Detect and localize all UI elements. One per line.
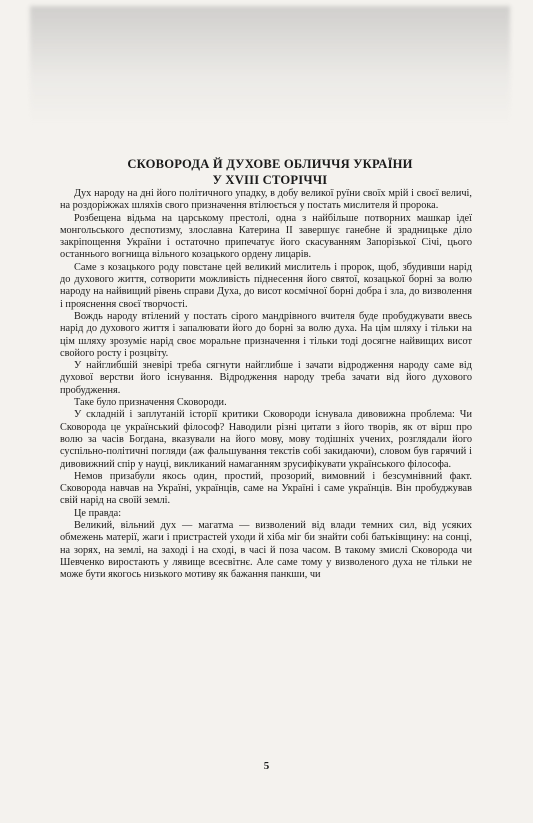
paragraph: Великий, вільний дух — магатма — визволений від влади темних сил, від усяких обмежень матерії, жаги і пристрастей уходи й хіба міг би знайти собі батьківщину: на сонці, на зорях, на землі, на заході і на сході, в часі й поза часом. В такому змислі Сковорода чи Шевченко виростають у лявище всесвітнє. Але саме тому у визволеного духа не тільки не може бути якогось низького мотиву як бажання панкши, чи bbox=[60, 520, 472, 581]
paragraph: Це правда: bbox=[74, 507, 122, 519]
body-text bbox=[60, 188, 472, 582]
paragraph: Дух народу на дні його політичного упадку, в добу великої руїни своїх мрій і своєї величі, на роздоріжжах шляхів свого призначення втілюється у постать мислителя й пророка. bbox=[60, 188, 472, 212]
chapter-title-line-1: СКОВОРОДА Й ДУХОВЕ ОБЛИЧЧЯ УКРАЇНИ bbox=[127, 157, 413, 171]
bleed-through-shadow bbox=[30, 6, 510, 124]
chapter-title bbox=[60, 156, 480, 188]
paragraph: У найглибшій зневірі треба сягнути найглибше і зачати відродження народу саме від духової верстви його існування. Відродження народу треба зачати від його духового пробудження. bbox=[60, 360, 472, 396]
paragraph: Вождь народу втілений у постать сірого мандрівного вчителя буде пробуджувати ввесь нарід до духового життя і запалювати його до борні за волю духа. На цім шляху і тільки на цім шляху зрозуміє нарід своє моральне призначення і тільки тоді досягне найвищих висот свойого росту і розцвіту. bbox=[60, 310, 472, 359]
chapter-title-line-2: У XVIII СТОРІЧЧІ bbox=[212, 173, 328, 187]
paragraph: Розбещена відьма на царському престолі, одна з найбільше потворних машкар ідеї монгольського деспотизму, злославна Катерина II завершує ганебне й зрадницьке діло закріпощення України і остаточно припечатує його скасуванням Запорізької Січі, цього останнього вогнища вільного козацького ордену лицарів. bbox=[60, 212, 472, 261]
paragraph: Таке було призначення Сковороди. bbox=[74, 397, 227, 409]
paragraph: У складній і заплутаній історії критики Сковороди існувала дивовижна проблема: Чи Сковорода це український філософ? Наводили різні цитати з його творів, як от вірш про волю за часів Богдана, вказували на його мову, мову тодішніх учених, розглядали його суспільно-політичні погляди (аж фальшування текстів собі закидаючи), словом був гарячий і дивовижний спір у науці, викликаний намаганням зрусифікувати українського філософа. bbox=[60, 409, 472, 470]
paragraph: Немов призабули якось один, простий, прозорий, вимовний і безсумнівний факт. Сковорода навчав на Україні, українців, саме на Україні і саме українців. Він пробуджував свій нарід на своїй землі. bbox=[60, 470, 472, 507]
paragraph: Саме з козацького роду повстане цей великий мислитель і пророк, щоб, збудивши нарід до духового життя, сотворити можливість піднесення його святої, козацької борні за волю народу на найвищий рівень справи Духа, до висот космічної борні добра і зла, до визволення і прояснення своєї творчості. bbox=[60, 261, 472, 310]
page-number: 5 bbox=[263, 760, 270, 772]
